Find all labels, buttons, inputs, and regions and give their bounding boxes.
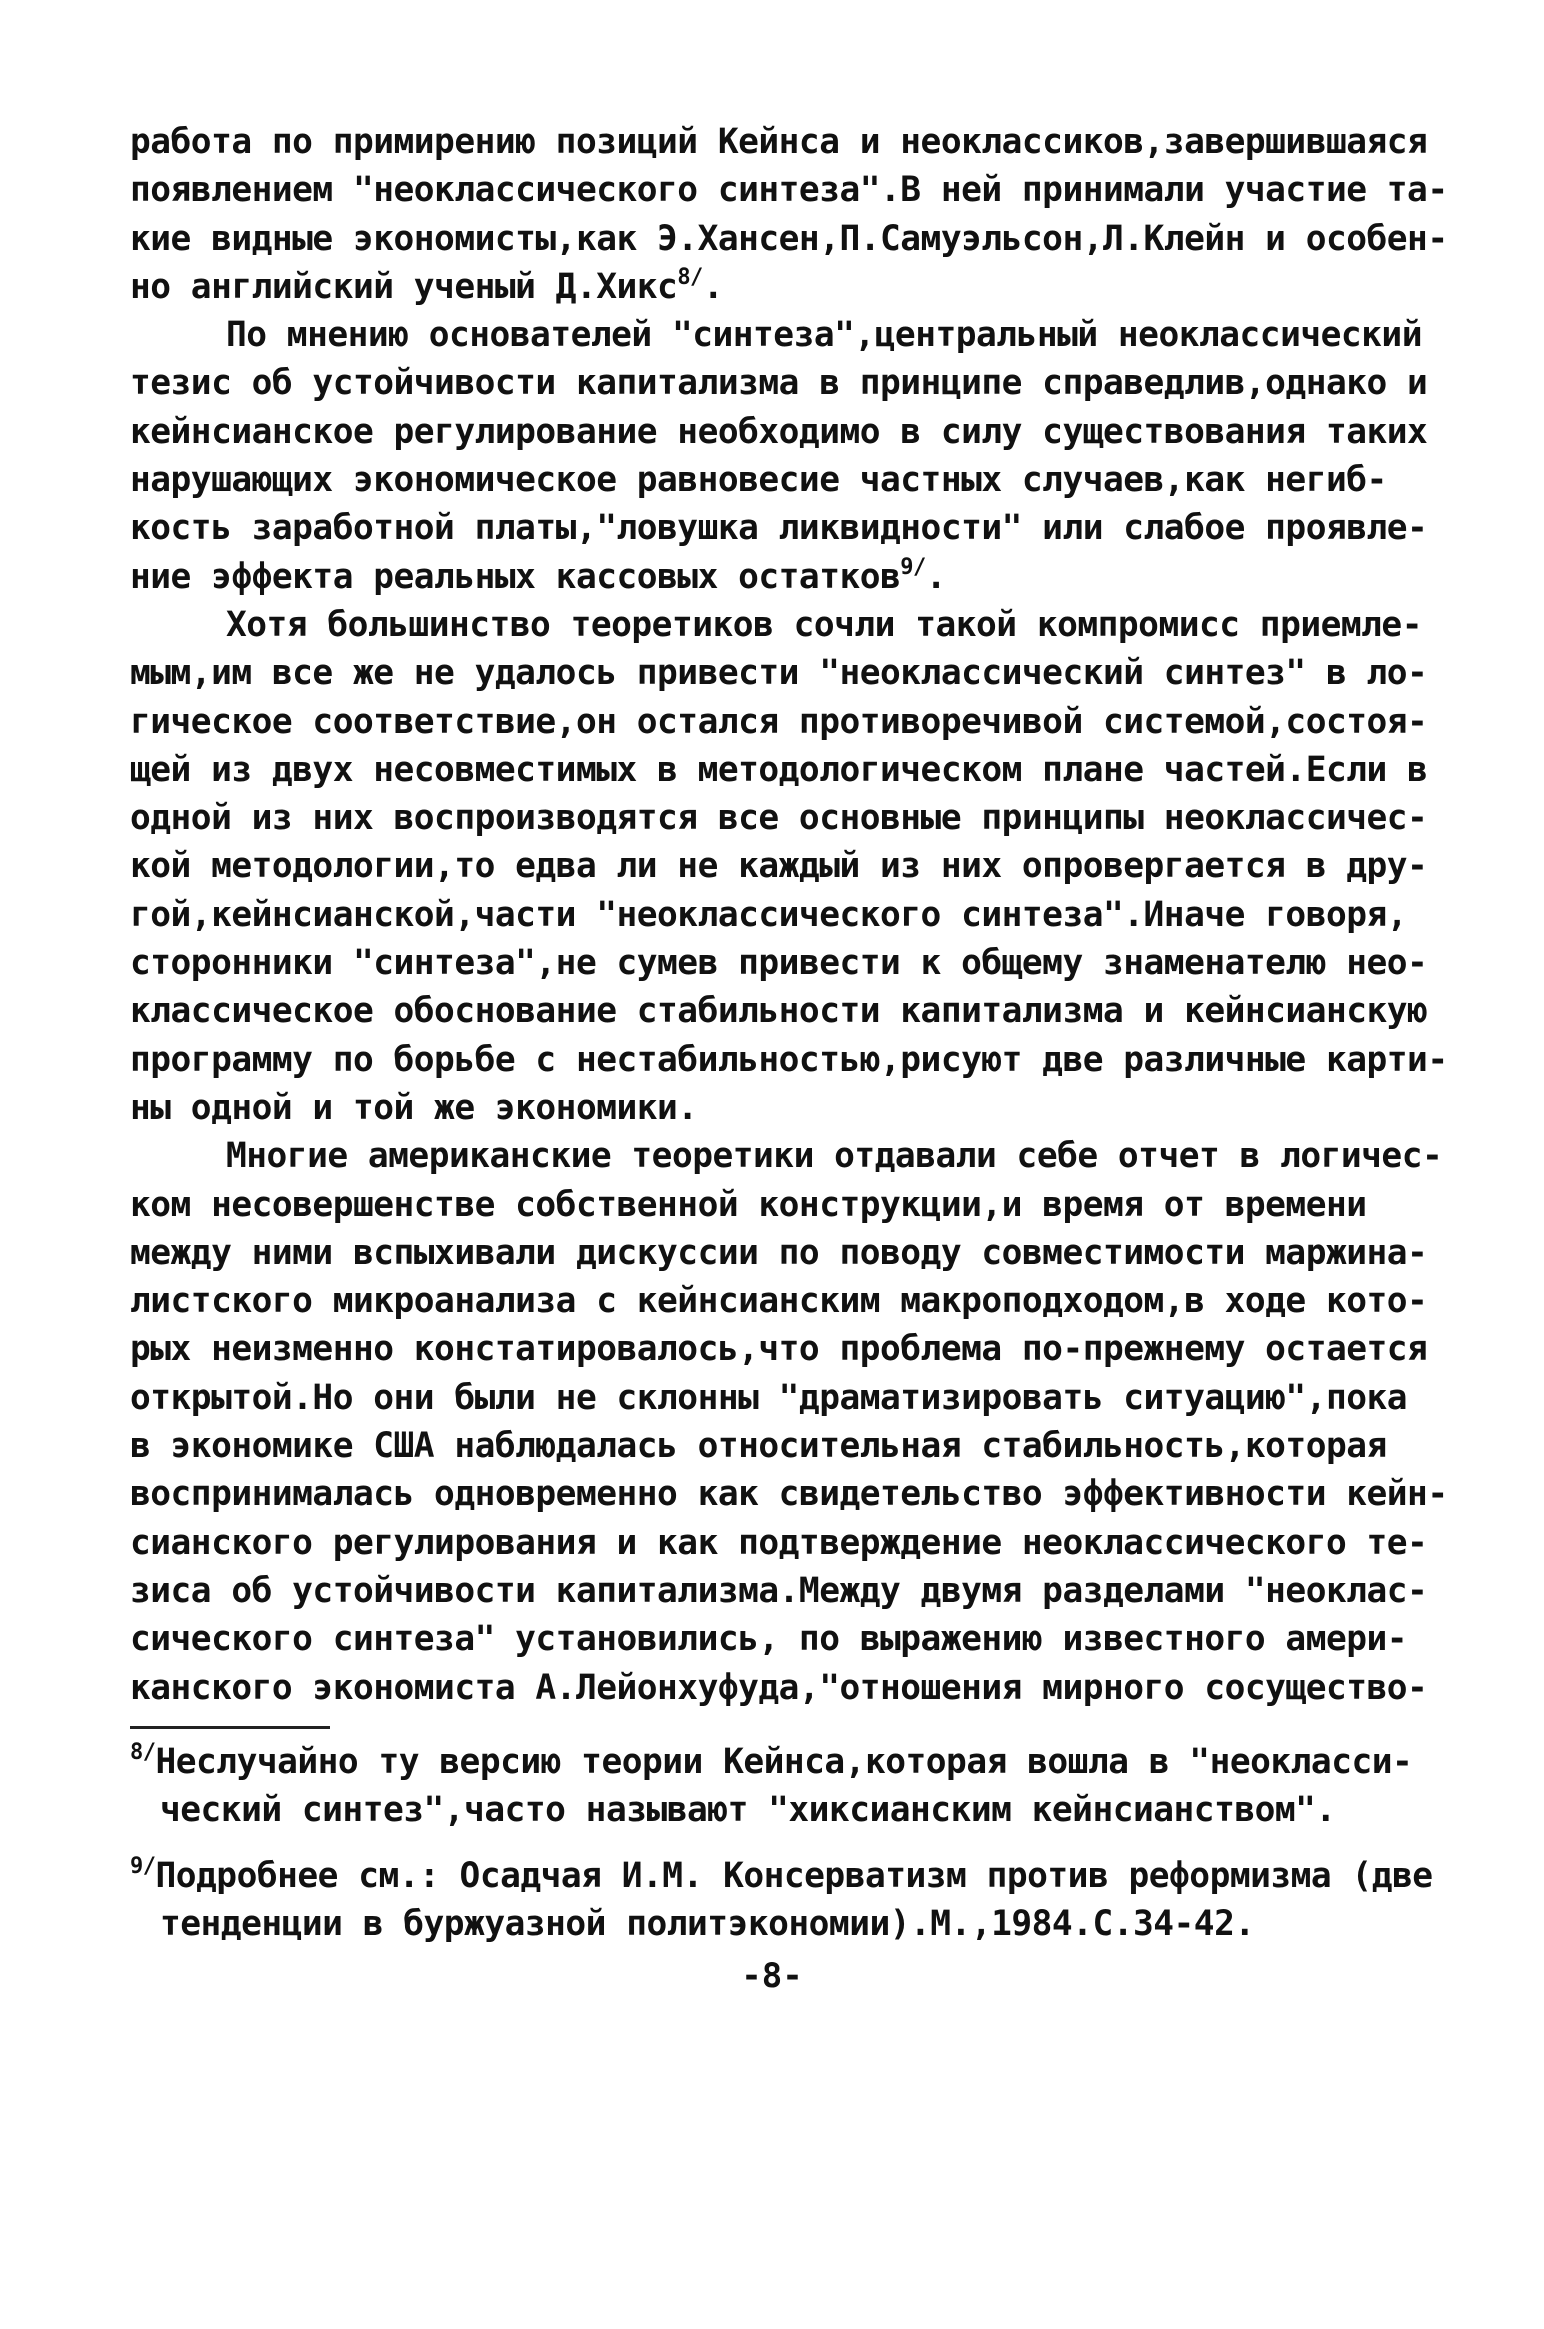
text-line: воспринималась одновременно как свидетельство эффективности кейн-	[130, 1474, 1448, 1515]
text-fragment: .	[925, 556, 947, 597]
text-fragment: .	[702, 266, 724, 307]
text-line: кость заработной платы,"ловушка ликвидности" или слабое проявле-	[130, 508, 1428, 549]
footnote-mark: 8/	[130, 1740, 156, 1765]
text-line: одной из них воспроизводятся все основные принципы неоклассичес-	[130, 798, 1428, 839]
footnote-mark: 9/	[130, 1854, 156, 1879]
text-line-with-reference	[130, 263, 1420, 311]
text-line: щей из двух несовместимых в методологическом плане частей.Если в	[130, 749, 1428, 790]
paragraph-4	[130, 1132, 1448, 1712]
main-text	[130, 118, 1448, 1712]
text-line: кие видные экономисты,как Э.Хансен,П.Самуэльсон,Л.Клейн и особен-	[130, 218, 1448, 259]
text-line: сического синтеза" установились, по выражению известного амери-	[130, 1619, 1408, 1660]
text-line: кой методологии,то едва ли не каждый из них опровергается в дру-	[130, 846, 1428, 887]
footnote-text: Неслучайно ту версию теории Кейнса,которая вошла в "неокласси-	[155, 1742, 1413, 1782]
text-fragment: ние эффекта реальных кассовых остатков	[130, 556, 901, 597]
text-line: По мнению основателей "синтеза",центральный неоклассический	[226, 315, 1422, 356]
text-line: мым,им все же не удалось привести "неоклассический синтез" в ло-	[130, 653, 1428, 694]
footnote-line	[130, 1852, 1433, 1900]
text-fragment: но английский ученый Д.Хикс	[130, 266, 678, 307]
footnote-line	[130, 1738, 1430, 1786]
text-line: кейнсианское регулирование необходимо в силу существования таких	[130, 411, 1428, 452]
text-line: тезис об устойчивости капитализма в принципе справедлив,однако и	[130, 363, 1428, 404]
text-line: Многие американские теоретики отдавали себе отчет в логичес-	[226, 1136, 1443, 1177]
footnote-9	[130, 1852, 1433, 1948]
text-line: классическое обоснование стабильности капитализма и кейнсианскую	[130, 991, 1428, 1032]
footnote-line: тенденции в буржуазной политэкономии).М.,1984.С.34-42.	[160, 1904, 1255, 1944]
footnote-8	[130, 1738, 1430, 1834]
text-line: канского экономиста А.Лейонхуфуда,"отношения мирного сосущество-	[130, 1667, 1428, 1708]
text-line: работа по примирению позиций Кейнса и неоклассиков,завершившаяся	[130, 122, 1428, 162]
text-line: сианского регулирования и как подтверждение неоклассического те-	[130, 1522, 1428, 1563]
text-line: в экономике США наблюдалась относительная стабильность,которая	[130, 1426, 1387, 1467]
footnote-divider	[130, 1726, 330, 1729]
footnote-text: Подробнее см.: Осадчая И.М. Консерватизм против реформизма (две	[155, 1856, 1433, 1896]
footnote-reference-8: 8/	[677, 264, 703, 290]
paragraph-2	[130, 311, 1428, 601]
text-line: ны одной и той же экономики.	[130, 1087, 698, 1128]
text-line: Хотя большинство теоретиков сочли такой компромисс приемле-	[226, 604, 1422, 645]
text-line: гическое соответствие,он остался противоречивой системой,состоя-	[130, 701, 1428, 742]
text-line: между ними вспыхивали дискуссии по поводу совместимости маржина-	[130, 1232, 1428, 1273]
footnotes	[130, 1738, 1433, 1966]
text-line: нарушающих экономическое равновесие частных случаев,как негиб-	[130, 460, 1387, 501]
paragraph-3	[130, 601, 1448, 1132]
text-line: листского микроанализа с кейнсианским макроподходом,в ходе кото-	[130, 1281, 1428, 1322]
footnote-line: ческий синтез",часто называют "хиксианским кейнсианством".	[160, 1790, 1336, 1830]
text-line: зиса об устойчивости капитализма.Между двумя разделами "неоклас-	[130, 1570, 1428, 1611]
page-number: -8-	[741, 1956, 803, 1996]
text-line: ком несовершенстве собственной конструкции,и время от времени	[130, 1184, 1367, 1225]
footnote-reference-9: 9/	[900, 554, 926, 580]
text-line: гой,кейнсианской,части "неоклассического синтеза".Иначе говоря,	[130, 894, 1408, 935]
text-line: программу по борьбе с нестабильностью,рисуют две различные карти-	[130, 1039, 1448, 1080]
paragraph-1	[130, 118, 1448, 311]
text-line: открытой.Но они были не склонны "драматизировать ситуацию",пока	[130, 1377, 1408, 1418]
text-line-with-reference	[130, 553, 1420, 601]
text-line: сторонники "синтеза",не сумев привести к общему знаменателю нео-	[130, 943, 1428, 984]
text-line: рых неизменно констатировалось,что проблема по-прежнему остается	[130, 1329, 1428, 1370]
text-line: появлением "неоклассического синтеза".В ней принимали участие та-	[130, 170, 1448, 211]
